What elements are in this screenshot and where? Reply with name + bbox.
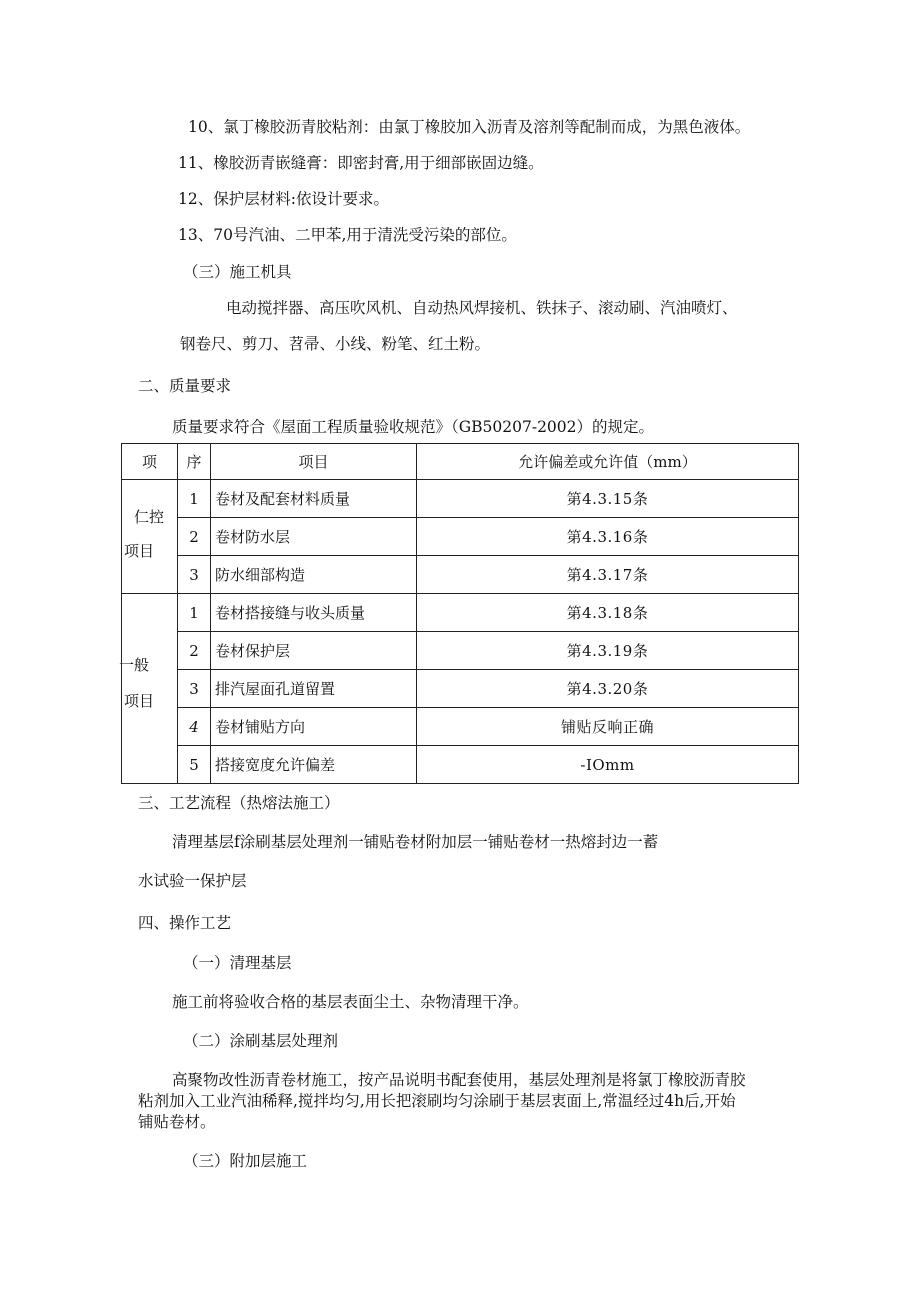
row-index: 5: [178, 746, 211, 784]
header-index: 序: [178, 444, 211, 480]
table-row: [122, 670, 799, 708]
group-main-control: [122, 480, 178, 594]
row-value: 铺贴反响正确: [417, 708, 799, 746]
table-row: [122, 632, 799, 670]
table-header-row: [122, 444, 799, 480]
row-value: 第4.3.18条: [417, 594, 799, 632]
group-label-line-1: 仁控: [134, 508, 165, 526]
subsection-2-text-line-3: 铺贴卷材。: [138, 1113, 216, 1131]
subsection-3-title: （三）附加层施工: [183, 1152, 308, 1170]
table-row: [122, 518, 799, 556]
group-label-line-2: 项目: [124, 692, 155, 710]
row-value: 第4.3.17条: [417, 556, 799, 594]
section-2-title: 二、质量要求: [138, 377, 232, 395]
row-item: 卷材防水层: [211, 518, 417, 556]
table-row: [122, 594, 799, 632]
row-value: -IOmm: [417, 746, 799, 784]
row-item: 卷材保护层: [211, 632, 417, 670]
flow-line-2: 水试验一保护层: [138, 872, 247, 890]
row-index: 1: [178, 480, 211, 518]
tools-list-line-2: 钢卷尺、剪刀、苕帚、小线、粉笔、红土粉。: [180, 335, 491, 353]
material-item-12: 12、保护层材料:依设计要求。: [178, 190, 389, 208]
table-row: [122, 746, 799, 784]
row-index: 1: [178, 594, 211, 632]
row-value: 第4.3.20条: [417, 670, 799, 708]
row-index: 2: [178, 632, 211, 670]
flow-line-1: 清理基层f涂刷基层处理剂一铺贴卷材附加层一铺贴卷材一热熔封边一蓄: [172, 833, 659, 851]
table-row: [122, 708, 799, 746]
group-label-line-1: 一般: [119, 656, 150, 674]
row-item: 卷材及配套材料质量: [211, 480, 417, 518]
material-item-11: 11、橡胶沥青嵌缝膏：即密封膏,用于细部嵌固边缝。: [178, 154, 544, 172]
header-tolerance: 允许偏差或允许值（mm）: [417, 444, 799, 480]
material-item-10: 10、氯丁橡胶沥青胶粘剂：由氯丁橡胶加入沥青及溶剂等配制而成，为黑色液体。: [188, 118, 751, 136]
row-item: 卷材铺贴方向: [211, 708, 417, 746]
row-item: 卷材搭接缝与收头质量: [211, 594, 417, 632]
subsection-1-text: 施工前将验收合格的基层表面尘土、杂物清理干净。: [172, 993, 529, 1011]
row-value: 第4.3.19条: [417, 632, 799, 670]
material-item-13: 13、70号汽油、二甲苯,用于清洗受污染的部位。: [178, 226, 517, 244]
subsection-2-title: （二）涂刷基层处理剂: [183, 1032, 339, 1050]
header-category: 项: [122, 444, 178, 480]
quality-table: [121, 443, 799, 784]
table-row: [122, 480, 799, 518]
row-item: 排汽屋面孔道留置: [211, 670, 417, 708]
row-value: 第4.3.15条: [417, 480, 799, 518]
group-label-line-2: 项目: [124, 542, 155, 560]
subsection-1-title: （一）清理基层: [183, 954, 292, 972]
row-index: 2: [178, 518, 211, 556]
subsection-2-text-line-1: 高聚物改性沥青卷材施工，按产品说明书配套使用，基层处理剂是将氯丁橡胶沥青胶: [172, 1071, 746, 1089]
subsection-2-text-line-2: 粘剂加入工业汽油稀释,搅拌均匀,用长把滚刷均匀涂刷于基层衷面上,常温经过4h后,开始: [138, 1092, 736, 1110]
row-value: 第4.3.16条: [417, 518, 799, 556]
section-2-intro: 质量要求符合《屋面工程质量验收规范》（GB50207-2002）的规定。: [172, 418, 655, 436]
row-index: 4: [178, 708, 211, 746]
row-index: 3: [178, 556, 211, 594]
section-3-title: 三、工艺流程（热熔法施工）: [138, 794, 340, 812]
row-item: 防水细部构造: [211, 556, 417, 594]
tools-heading: （三）施工机具: [183, 263, 292, 281]
row-index: 3: [178, 670, 211, 708]
row-item: 搭接宽度允许偏差: [211, 746, 417, 784]
section-4-title: 四、操作工艺: [138, 914, 232, 932]
header-item: 项目: [211, 444, 417, 480]
table-row: [122, 556, 799, 594]
group-general: [119, 594, 178, 784]
tools-list-line-1: 电动搅拌器、高压吹风机、自动热风焊接机、铁抹子、滚动刷、汽油喷灯、: [226, 299, 738, 317]
